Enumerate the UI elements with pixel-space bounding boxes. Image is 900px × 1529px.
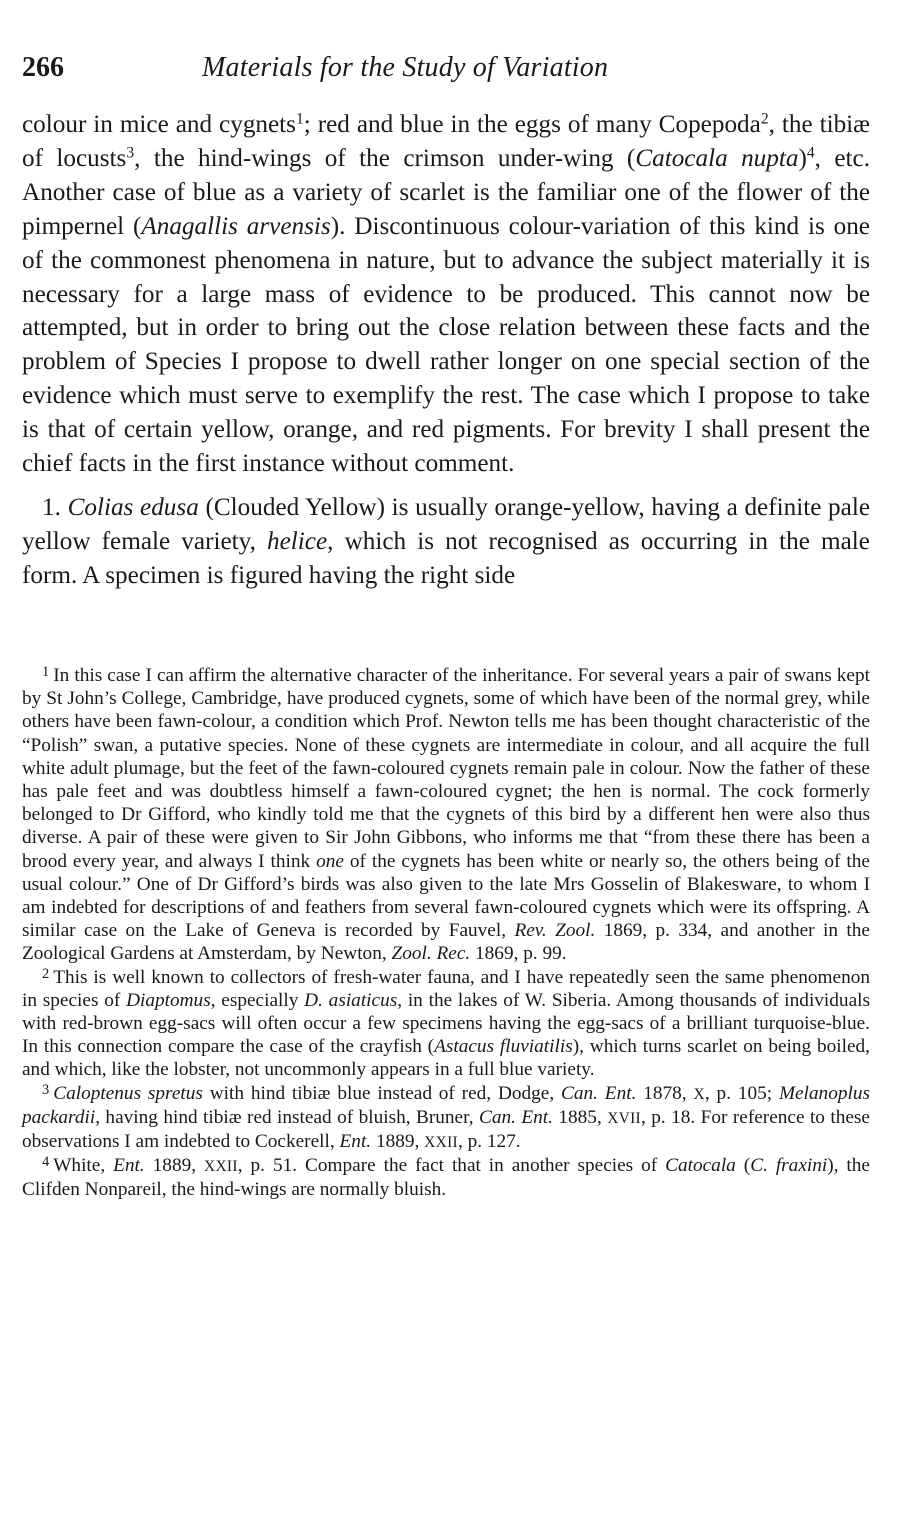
running-title: Materials for the Study of Variation: [202, 52, 609, 83]
text-run: , p. 105;: [704, 1082, 779, 1104]
footnote-3: [22, 1082, 870, 1155]
text-run: , in the lakes of W. Siberia. Among thousands of individuals with red-brown egg-sacs will often occur a few specimens having the egg-sacs of a brilliant turquoise-blue. In this connection compare the case of the crayfish (: [22, 989, 870, 1058]
footnote-mark: 4: [42, 1154, 50, 1171]
footnotes: [22, 664, 870, 1202]
text-run: , the tibiæ of locusts: [22, 111, 870, 172]
species-name: Catocala nupta: [635, 144, 799, 172]
species-name: C. fraxini: [750, 1155, 828, 1177]
species-name: Anagallis arvensis: [141, 212, 331, 240]
footnote-1: [22, 664, 870, 966]
text-run: 1869, p. 334, and another in the Zoological Gardens at Amsterdam, by Newton,: [22, 920, 870, 965]
species-name: D. asiaticus: [304, 989, 398, 1011]
text-run: ), which turns scarlet on being boiled, and which, like the lobster, not uncommonly appears in a full blue variety.: [22, 1036, 870, 1081]
page-number: 266: [22, 52, 64, 83]
species-name: Caloptenus spretus: [53, 1082, 203, 1104]
footnote-ref-1: 1: [295, 110, 304, 128]
footnote-mark: 1: [42, 663, 50, 680]
journal-name: Ent.: [113, 1155, 145, 1177]
species-name: Diaptomus: [126, 989, 211, 1011]
page-header: [22, 52, 870, 88]
volume-number: XVII: [607, 1109, 641, 1127]
text-run: 1889,: [144, 1155, 204, 1177]
text-run: White,: [53, 1155, 114, 1177]
main-text: [22, 108, 870, 593]
volume-number: XXII: [424, 1134, 458, 1152]
text-run: of the cygnets has been white or nearly so, the others being of the usual colour.” One of Dr Gifford’s birds was also given to the late Mrs Gosselin of Blakesware, to whom I am indebted for descriptions of and feathers from several fawn-coloured cygnets which were its offspring. A similar case on the Lake of Geneva is recorded by Fauvel,: [22, 850, 870, 942]
text-run: , having hind tibiæ red instead of bluish, Bruner,: [95, 1106, 479, 1128]
footnote-4: [22, 1154, 870, 1201]
text-run: , the hind-wings of the crimson under-wing (: [134, 144, 636, 172]
text-run: ): [798, 144, 807, 172]
text-run: , p. 18. For reference to these observations I am indebted to Cockerell,: [22, 1106, 870, 1153]
footnote-mark: 3: [42, 1081, 50, 1098]
emphasis: one: [316, 850, 344, 872]
text-run: , p. 51. Compare the fact that in another species of: [237, 1155, 666, 1177]
footnote-ref-4: 4: [806, 144, 815, 162]
text-run: , especially: [210, 989, 305, 1011]
footnote-ref-2: 2: [760, 110, 769, 128]
text-run: 1885,: [552, 1106, 608, 1128]
footnote-mark: 2: [42, 965, 50, 982]
text-run: , which is not recognised as occurring in the male form. A specimen is figured having the right side: [22, 527, 870, 589]
footnote-2: [22, 966, 870, 1082]
body-paragraph-1: [22, 108, 870, 481]
text-run: In this case I can affirm the alternative character of the inheritance. For several years a pair of swans kept by St John’s College, Cambridge, have produced cygnets, some of which have been of the normal grey, while others have been fawn-colour, a condition which Prof. Newton tells me has been thought characteristic of the “Polish” swan, a putative species. None of these cygnets are intermediate in colour, and all acquire the full white adult plumage, but the feet of the fawn-coloured cygnets remain pale in colour. Now the father of these has pale feet and was doubtless himself a fawn-coloured cygnet; the hen is normal. The cock formerly belonged to Dr Gifford, who kindly told me that the cygnets of this bird by a different hen were also thus diverse. A pair of these were given to Sir John Gibbons, who informs me that “from these there has been a brood every year, and always I think: [22, 665, 870, 872]
text-run: 1878,: [636, 1082, 694, 1104]
text-run: ; red and blue in the eggs of many Copepoda: [303, 111, 761, 138]
genus-name: Catocala: [665, 1155, 736, 1177]
text-run: (Clouded Yellow) is usually orange-yellow, having a definite pale yellow female variety,: [22, 493, 870, 555]
item-number: 1.: [42, 493, 61, 521]
volume-number: XXII: [204, 1158, 238, 1176]
journal-name: Can. Ent.: [478, 1106, 553, 1128]
text-run: ), the Clifden Nonpareil, the hind-wings are normally bluish.: [22, 1155, 870, 1201]
text-run: 1889,: [371, 1131, 425, 1153]
text-run: (: [735, 1155, 751, 1177]
variety-name: helice: [267, 527, 328, 555]
text-run: , etc. Another case of blue as a variety of scarlet is the familiar one of the flower of the pimpernel (: [22, 144, 871, 240]
text-run: with hind tibiæ blue instead of red, Dodge,: [202, 1082, 561, 1104]
volume-number: X: [693, 1085, 705, 1103]
journal-name: Can. Ent.: [561, 1082, 637, 1104]
journal-name: Zool. Rec.: [391, 943, 471, 965]
footnote-ref-3: 3: [126, 144, 135, 162]
text-run: colour in mice and cygnets: [22, 111, 296, 138]
text-run: This is well known to collectors of fresh-water fauna, and I have repeatedly seen the same phenomenon in species of: [22, 966, 870, 1011]
text-run: ). Discontinuous colour-variation of this kind is one of the commonest phenomena in nature, but to advance the subject materially it is necessary for a large mass of evidence to be produced. This cannot now be attempted, but in order to bring out the close relation between these facts and the problem of Species I propose to dwell rather longer on one special section of the evidence which must serve to exemplify the rest. The case which I propose to take is that of certain yellow, orange, and red pigments. For brevity I shall present the chief facts in the first instance without comment.: [22, 212, 870, 478]
journal-name: Ent.: [339, 1131, 372, 1153]
species-name: Colias edusa: [67, 493, 199, 521]
journal-name: Rev. Zool.: [514, 920, 596, 942]
text-run: , p. 127.: [457, 1131, 521, 1153]
text-run: 1869, p. 99.: [470, 943, 567, 965]
species-name: Melanoplus packardii: [22, 1082, 870, 1128]
species-name: Astacus fluviatilis: [434, 1036, 573, 1058]
body-paragraph-2: [22, 491, 870, 593]
